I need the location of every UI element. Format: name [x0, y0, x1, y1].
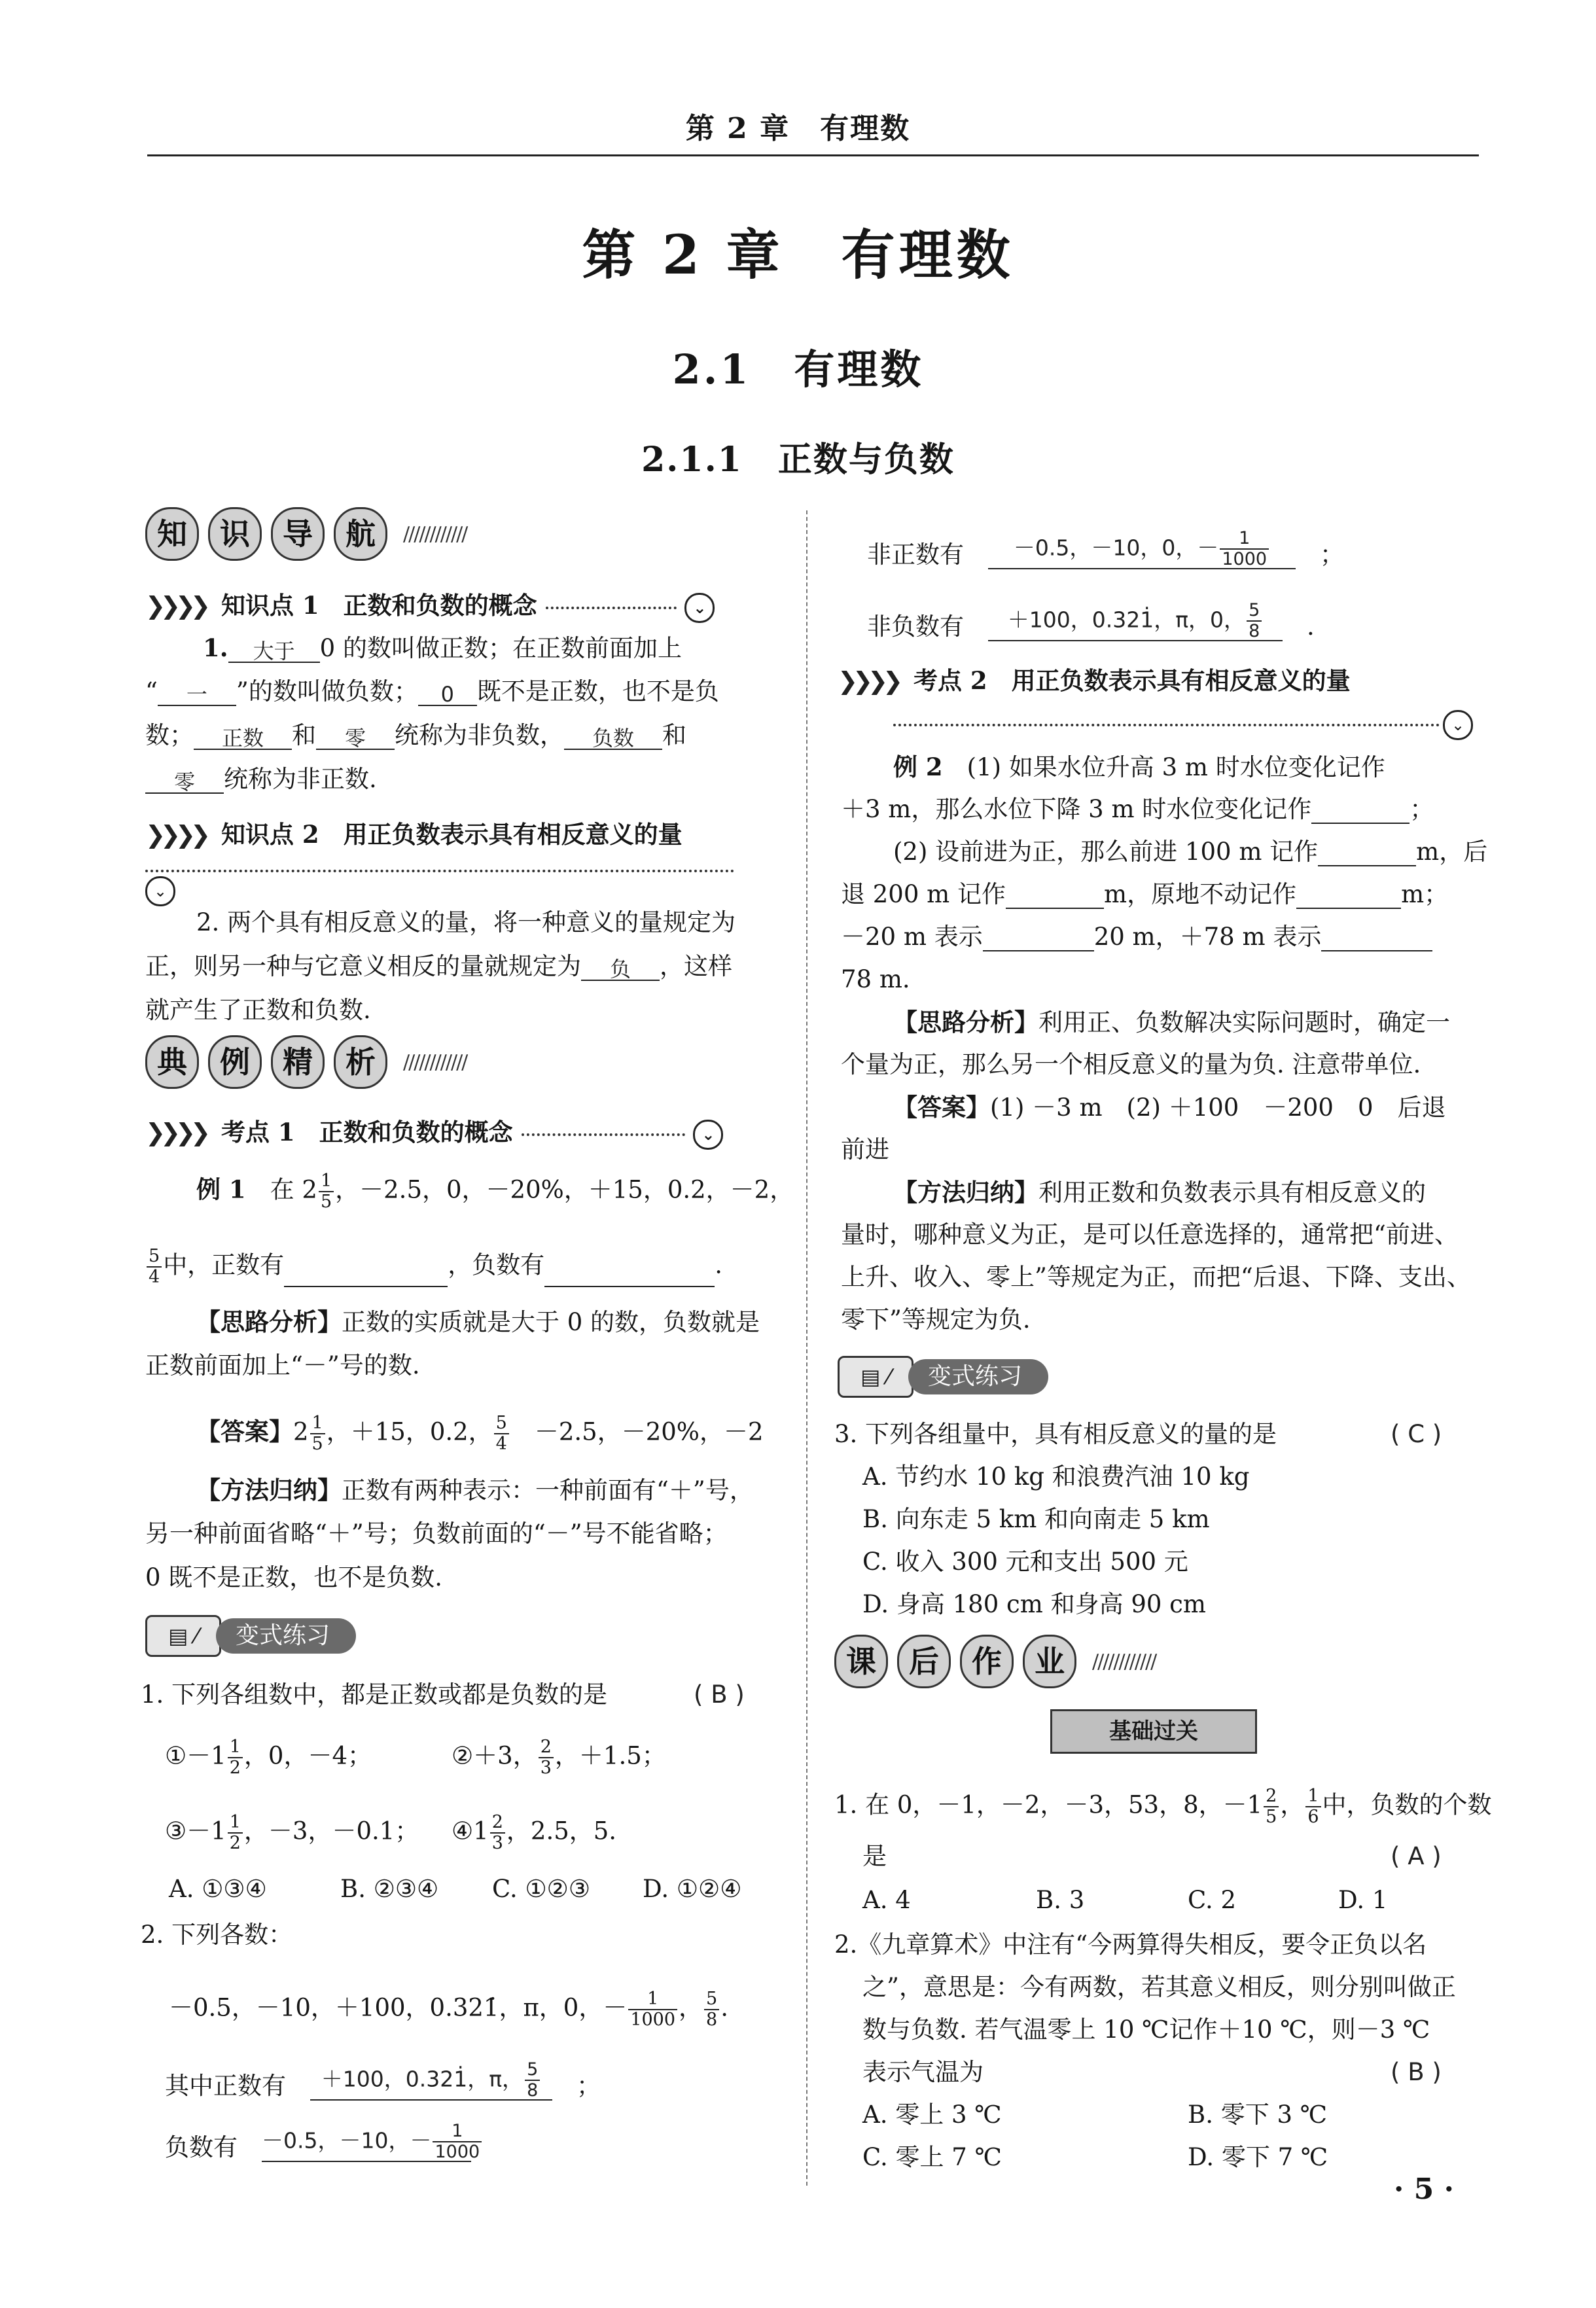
kp-title: 用正负数表示具有相反意义的量: [1011, 666, 1351, 695]
answer-blank: 正数: [194, 724, 292, 750]
kp-label: 知识点 2: [221, 820, 319, 849]
notebook-pencil-icon: ▤ ⁄: [838, 1356, 913, 1398]
answer-blank: ＋100，0.321̇，π，0， $\frac{5}{8}$: [988, 601, 1283, 641]
arrow-icon: ❯❯❯❯: [145, 821, 206, 849]
q1-line1: [203, 633, 682, 663]
p1-options-row2b: ④1 $\frac{2}{3}$ ，2.5，5.: [452, 1812, 617, 1853]
kp-title: 正数和负数的概念: [319, 1118, 513, 1146]
h1-choice-c: C. 2: [1188, 1886, 1237, 1914]
text: 统称为非正数.: [224, 765, 377, 793]
p1-choice-d: D. ①②④: [643, 1875, 742, 1903]
text: ”的数叫做负数；: [236, 677, 418, 705]
answer-blank: 大于: [228, 637, 320, 663]
example2-line5: －20 m 表示 20 m，＋78 m 表示: [841, 923, 1432, 951]
fraction: $\frac{1}{6}$: [1305, 1786, 1321, 1827]
answer1: 【答案】2 $\frac{1}{5}$ ，＋15，0.2， $\frac{5}{4}$ －2.5，－20%，－2: [196, 1413, 764, 1454]
fraction: $\frac{1}{5}$: [319, 1171, 334, 1212]
q1-line4: [145, 765, 377, 794]
answer-blank: 零: [145, 768, 224, 794]
answer-blank: [1311, 798, 1410, 824]
banner-char: 业: [1023, 1635, 1076, 1688]
banner-char: 识: [208, 507, 262, 561]
answer-blank: 零: [316, 724, 395, 750]
p1-options-row2: ③－1 $\frac{1}{2}$ ，－3，－0.1；: [165, 1812, 419, 1853]
practice-banner: [145, 1615, 356, 1657]
fraction: $\frac{2}{3}$: [490, 1813, 505, 1853]
fraction: $\frac{1}{1000}$: [628, 1989, 677, 2030]
p1-choice-c: C. ①②③: [492, 1875, 591, 1903]
q2-line1: 2. 两个具有相反意义的量，将一种意义的量规定为: [196, 908, 736, 936]
banner-char: 作: [960, 1635, 1014, 1688]
p2-negative: 负数有 －0.5，－10，－ $\frac{1}{1000}$: [165, 2122, 471, 2162]
text: 1. 下列各组数中，都是正数或都是负数的是: [141, 1680, 608, 1709]
arrow-icon: ❯❯❯❯: [838, 667, 898, 695]
analysis2-line2: 个量为正，那么另一个相反意义的量为负. 注意带单位.: [841, 1050, 1421, 1078]
chevron-down-icon: ⌄: [145, 876, 175, 906]
banner-char: 析: [334, 1035, 387, 1089]
q2-line2: [145, 952, 732, 981]
p3-answer: ( C ): [1391, 1420, 1442, 1448]
running-header: 第 2 章 有理数: [685, 112, 911, 145]
hatch-decoration: ////////////: [403, 1050, 467, 1074]
p2-numbers: －0.5，－10，＋100，0.321̇，π，0，－ $\frac{1}{1000}$ ， $\frac{5}{8}$ .: [169, 1989, 728, 2030]
method1-line3: 0 既不是正数，也不是负数.: [145, 1563, 443, 1591]
banner-homework: [834, 1635, 1156, 1690]
banner-char: 课: [834, 1635, 888, 1688]
p1-choice-b: B. ②③④: [340, 1875, 439, 1903]
practice-label: 变式练习: [216, 1618, 356, 1654]
example2-line6: 78 m.: [841, 965, 910, 993]
section-title: 2.1 有理数: [672, 346, 924, 393]
text: .: [715, 1251, 722, 1279]
h1-line1: 1. 在 0，－1，－2，－3，53，8，－1 $\frac{2}{5}$ ， $\frac{1}{6}$ 中，负数的个数: [834, 1786, 1492, 1827]
answer-blank: －0.5，－10，0，－ $\frac{1}{1000}$: [988, 529, 1296, 569]
h2-answer: ( B ): [1391, 2058, 1442, 2086]
basic-level-badge: 基础过关: [1050, 1709, 1257, 1754]
practice-banner: [838, 1356, 1048, 1398]
h2-choice-c: C. 零上 7 ℃: [862, 2143, 1002, 2171]
example1-line2: [145, 1247, 722, 1287]
answer-blank: [983, 925, 1094, 951]
p1-options-row1b: ②＋3， $\frac{2}{3}$ ，＋1.5；: [452, 1737, 666, 1778]
fraction: $\frac{5}{4}$: [494, 1413, 509, 1454]
analysis1-line1: 【思路分析】正数的实质就是大于 0 的数，负数就是: [196, 1307, 760, 1336]
banner-char: 航: [334, 507, 387, 561]
method2-line4: 零下”等规定为负.: [841, 1305, 1031, 1334]
answer-blank: [1296, 883, 1401, 909]
kp-title: 用正负数表示具有相反意义的量: [343, 820, 683, 849]
h2-line3: 数与负数. 若气温零上 10 ℃记作＋10 ℃，则－3 ℃: [862, 2015, 1430, 2044]
example1-line1: [196, 1171, 794, 1212]
dotted-leader: [522, 1133, 685, 1136]
example2-line3: (2) 设前进为正，那么前进 100 m 记作 m，后: [893, 838, 1488, 866]
example2-line2: ＋3 m，那么水位下降 3 m 时水位变化记作 ；: [841, 795, 1434, 823]
nonnegative-line: 非负数有 ＋100，0.321̇，π，0， $\frac{5}{8}$ .: [867, 600, 1315, 641]
banner-typical-examples: [145, 1035, 467, 1090]
chevron-down-icon: ⌄: [1443, 710, 1473, 740]
banner-char: 精: [271, 1035, 325, 1089]
header-rule: [147, 154, 1479, 156]
method2-line3: 上升、收入、零上”等规定为正，而把“后退、下降、支出、: [841, 1263, 1471, 1291]
analysis2-line1: 【思路分析】利用正、负数解决实际问题时，确定一: [893, 1008, 1450, 1037]
dotted-leader: [893, 724, 1440, 726]
fraction: $\frac{1}{2}$: [228, 1737, 243, 1778]
p3-choice-c: C. 收入 300 元和支出 500 元: [862, 1548, 1188, 1576]
dotted-leader: [145, 870, 734, 872]
answer-blank: 负: [581, 955, 660, 981]
text: 正，则另一种与它意义相反的量就规定为: [145, 952, 581, 980]
exam-point-2: [838, 661, 1351, 696]
p3-choice-d: D. 身高 180 cm 和身高 90 cm: [862, 1590, 1206, 1618]
dotted-leader: [546, 607, 677, 609]
arrow-icon: ❯❯❯❯: [145, 592, 206, 620]
text: 在 2: [270, 1175, 317, 1204]
h2-choice-b: B. 零下 3 ℃: [1188, 2101, 1328, 2129]
h1-line2: 是: [862, 1842, 887, 1870]
answer-blank: [1321, 925, 1432, 951]
kp-label: 考点 1: [221, 1118, 295, 1146]
fraction: $\frac{5}{8}$: [704, 1989, 719, 2030]
p1-stem: [141, 1680, 607, 1709]
text: ，负数有: [448, 1251, 545, 1279]
text: “: [145, 677, 158, 705]
p1-choice-a: A. ①③④: [169, 1875, 267, 1903]
h2-choice-a: A. 零上 3 ℃: [862, 2101, 1002, 2129]
analysis1-line2: 正数前面加上“－”号的数.: [145, 1351, 420, 1379]
answer2-line1: 【答案】(1) －3 m (2) ＋100 －200 0 后退: [893, 1093, 1446, 1122]
answer-blank: [544, 1261, 715, 1287]
text: 统称为非负数，: [395, 721, 564, 749]
method1-line2: 另一种前面省略“＋”号；负数前面的“－”号不能省略；: [145, 1519, 728, 1548]
fraction: $\frac{5}{8}$: [1247, 601, 1262, 641]
h2-line4: 表示气温为: [862, 2058, 984, 2086]
arrow-icon: ❯❯❯❯: [145, 1118, 206, 1146]
method2-line1: 【方法归纳】利用正数和负数表示具有相反意义的: [893, 1178, 1426, 1207]
h1-answer: ( A ): [1391, 1842, 1442, 1870]
answer-blank: [1006, 883, 1104, 909]
banner-knowledge-guide: [145, 507, 467, 562]
banner-char: 导: [271, 507, 325, 561]
chevron-down-icon: ⌄: [684, 593, 715, 623]
q1-line3: [145, 721, 686, 750]
example2-line4: 退 200 m 记作 m，原地不动记作 m；: [841, 880, 1449, 908]
fraction: $\frac{2}{3}$: [539, 1737, 554, 1778]
h1-choice-a: A. 4: [862, 1886, 911, 1914]
q1-line2: [145, 677, 719, 706]
q-number: 1.: [203, 633, 228, 662]
nonpositive-line: 非正数有 －0.5，－10，0，－ $\frac{1}{1000}$ ；: [867, 528, 1344, 569]
fraction: $\frac{5}{8}$: [525, 2060, 540, 2101]
p3-choice-a: A. 节约水 10 kg 和浪费汽油 10 kg: [862, 1463, 1250, 1491]
q2-line3: 就产生了正数和负数.: [145, 996, 371, 1024]
kp-title: 正数和负数的概念: [343, 591, 537, 620]
text: 数；: [145, 721, 194, 749]
p2-stem: 2. 下列各数：: [141, 1921, 293, 1949]
hatch-decoration: ////////////: [403, 522, 467, 546]
fraction: $\frac{1}{1000}$: [433, 2122, 482, 2162]
dotted-row: [893, 710, 1482, 740]
practice-label: 变式练习: [908, 1359, 1048, 1394]
fraction: $\frac{1}{1000}$: [1220, 529, 1269, 569]
example2-line1: 例 2 (1) 如果水位升高 3 m 时水位变化记作: [893, 753, 1385, 781]
page-number: · 5 ·: [1394, 2173, 1454, 2206]
text: 中，正数有: [163, 1251, 285, 1279]
fraction: $\frac{5}{4}$: [147, 1247, 162, 1287]
answer2-line2: 前进: [841, 1135, 889, 1163]
kp-label: 考点 2: [913, 666, 987, 695]
banner-char: 后: [897, 1635, 951, 1688]
kp-label: 知识点 1: [221, 591, 319, 620]
knowledge-point-2: [145, 815, 683, 850]
chevron-down-icon: ⌄: [693, 1120, 723, 1150]
method2-line2: 量时，哪种意义为正，是可以任意选择的，通常把“前进、: [841, 1220, 1459, 1249]
h2-line1: 2.《九章算术》中注有“今两算得失相反，要令正负以名: [834, 1930, 1427, 1959]
knowledge-point-1: [145, 586, 715, 623]
text: 既不是正数，也不是负: [476, 677, 719, 705]
notebook-pencil-icon: ▤ ⁄: [145, 1615, 221, 1657]
h2-line2: 之”，意思是：今有两数，若其意义相反，则分别叫做正: [862, 1973, 1456, 2001]
text: 和: [292, 721, 316, 749]
example-label: 例 1: [196, 1175, 246, 1204]
subsection-title: 2.1.1 正数与负数: [641, 440, 955, 480]
h2-choice-d: D. 零下 7 ℃: [1188, 2143, 1328, 2171]
fraction: $\frac{1}{2}$: [228, 1813, 243, 1853]
fraction: $\frac{1}{5}$: [310, 1413, 325, 1454]
column-divider: [806, 510, 807, 2186]
h1-choice-b: B. 3: [1036, 1886, 1085, 1914]
fraction: $\frac{2}{5}$: [1264, 1786, 1279, 1827]
p1-answer: ( B ): [694, 1680, 745, 1709]
answer-blank: 负数: [564, 724, 662, 750]
text: ，这样: [660, 952, 732, 980]
exam-point-1: [145, 1112, 723, 1150]
banner-char: 知: [145, 507, 199, 561]
hatch-decoration: ////////////: [1092, 1650, 1156, 1673]
answer-blank: [284, 1261, 448, 1287]
answer-blank: 一: [158, 680, 236, 706]
p3-stem: 3. 下列各组量中，具有相反意义的量的是: [834, 1420, 1277, 1448]
p2-positive: 其中正数有 ＋100，0.321̇，π， $\frac{5}{8}$ ；: [165, 2059, 601, 2101]
answer-blank: ＋100，0.321̇，π， $\frac{5}{8}$: [310, 2060, 552, 2101]
answer-blank: －0.5，－10，－ $\frac{1}{1000}$: [262, 2122, 471, 2162]
answer-blank: [1318, 840, 1416, 866]
answer-blank: 0: [418, 680, 477, 706]
dotted-row: [145, 864, 764, 906]
text: 0 的数叫做正数；在正数前面加上: [319, 634, 682, 662]
method1-line1: 【方法归纳】正数有两种表示：一种前面有“＋”号，: [196, 1476, 754, 1504]
banner-char: 例: [208, 1035, 262, 1089]
banner-char: 典: [145, 1035, 199, 1089]
p3-choice-b: B. 向东走 5 km 和向南走 5 km: [862, 1505, 1210, 1533]
h1-choice-d: D. 1: [1338, 1886, 1388, 1914]
chapter-title: 第 2 章 有理数: [582, 224, 1014, 287]
text: 和: [662, 721, 686, 749]
p1-options-row1: ①－1 $\frac{1}{2}$ ，0，－4；: [165, 1737, 372, 1778]
text: ，－2.5，0，－20%，＋15，0.2，－2，: [335, 1175, 794, 1204]
